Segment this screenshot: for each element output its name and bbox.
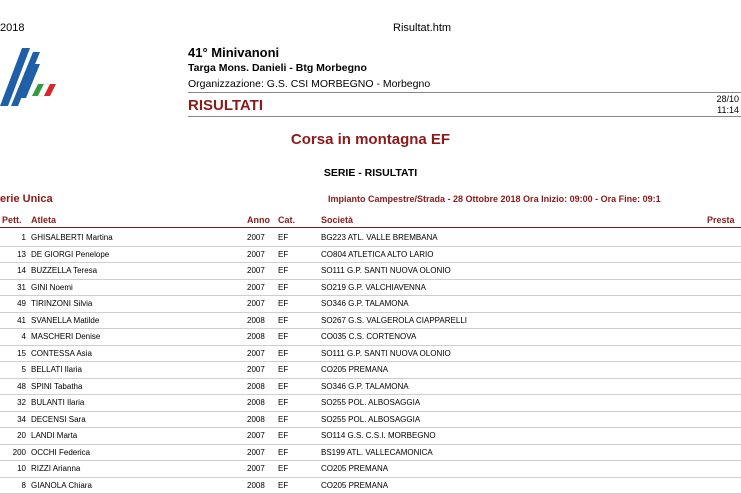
cell-atleta: BUZZELLA Teresa — [31, 266, 97, 275]
cell-anno: 2007 — [247, 464, 265, 473]
cell-pett: 13 — [0, 250, 26, 259]
cell-cat: EF — [278, 415, 288, 424]
col-header-anno: Anno — [247, 215, 270, 225]
cell-cat: EF — [278, 464, 288, 473]
table-row — [0, 246, 741, 264]
table-row — [0, 295, 741, 313]
cell-pett: 41 — [0, 316, 26, 325]
table-row — [0, 444, 741, 462]
table-row — [0, 262, 741, 280]
serie-name: erie Unica — [0, 193, 53, 205]
cell-atleta: MASCHERI Denise — [31, 332, 100, 341]
table-row — [0, 477, 741, 494]
cell-pett: 31 — [0, 283, 26, 292]
table-row — [0, 312, 741, 330]
cell-pett: 8 — [0, 481, 26, 490]
cell-atleta: CONTESSA Asia — [31, 349, 92, 358]
cell-atleta: BULANTI Ilaria — [31, 398, 84, 407]
organizer-logo — [0, 46, 62, 108]
cell-anno: 2007 — [247, 283, 265, 292]
table-row — [0, 378, 741, 396]
cell-pett: 48 — [0, 382, 26, 391]
cell-anno: 2008 — [247, 316, 265, 325]
cell-cat: EF — [278, 448, 288, 457]
cell-pett: 4 — [0, 332, 26, 341]
cell-anno: 2007 — [247, 299, 265, 308]
col-header-pett: Pett. — [2, 215, 22, 225]
table-row — [0, 361, 741, 379]
cell-anno: 2007 — [247, 365, 265, 374]
cell-atleta: GHISALBERTI Martina — [31, 233, 113, 242]
cell-societa: BS199 ATL. VALLECAMONICA — [321, 448, 433, 457]
section-title: RISULTATI — [188, 97, 263, 114]
organizer-label: Organizzazione: G.S. CSI MORBEGNO - Morbegno — [188, 78, 430, 90]
cell-anno: 2008 — [247, 481, 265, 490]
table-row — [0, 328, 741, 346]
print-date: 28/10 — [716, 94, 739, 105]
col-header-atleta: Atleta — [31, 215, 56, 225]
cell-atleta: GINI Noemi — [31, 283, 73, 292]
table-row — [0, 279, 741, 297]
print-page-title: Risultat.htm — [393, 22, 451, 34]
print-datetime — [716, 94, 739, 116]
cell-anno: 2007 — [247, 233, 265, 242]
cell-societa: SO111 G.P. SANTI NUOVA OLONIO — [321, 266, 451, 275]
header-divider-bottom — [188, 116, 741, 117]
cell-pett: 5 — [0, 365, 26, 374]
cell-societa: SO114 G.S. C.S.I. MORBEGNO — [321, 431, 436, 440]
event-subtitle: Targa Mons. Danieli - Btg Morbegno — [188, 62, 367, 74]
cell-anno: 2008 — [247, 398, 265, 407]
cell-cat: EF — [278, 299, 288, 308]
cell-societa: SO267 G.S. VALGEROLA CIAPPARELLI — [321, 316, 467, 325]
cell-atleta: RIZZI Arianna — [31, 464, 80, 473]
table-row — [0, 345, 741, 363]
cell-atleta: TIRINZONI Silvia — [31, 299, 92, 308]
cell-anno: 2007 — [247, 448, 265, 457]
cell-anno: 2007 — [247, 266, 265, 275]
cell-atleta: OCCHI Federica — [31, 448, 90, 457]
table-row — [0, 394, 741, 412]
cell-cat: EF — [278, 283, 288, 292]
venue-info: Impianto Campestre/Strada - 28 Ottobre 2018 Ora Inizio: 09:00 - Ora Fine: 09:1 — [328, 194, 661, 204]
cell-pett: 10 — [0, 464, 26, 473]
table-row — [0, 411, 741, 429]
cell-pett: 15 — [0, 349, 26, 358]
cell-atleta: SPINI Tabatha — [31, 382, 82, 391]
cell-pett: 49 — [0, 299, 26, 308]
cell-cat: EF — [278, 365, 288, 374]
cell-anno: 2007 — [247, 250, 265, 259]
cell-societa: CO205 PREMANA — [321, 365, 388, 374]
cell-anno: 2007 — [247, 349, 265, 358]
print-time: 11:14 — [716, 105, 739, 116]
cell-atleta: GIANOLA Chiara — [31, 481, 92, 490]
cell-societa: SO346 G.P. TALAMONA — [321, 382, 409, 391]
cell-societa: SO255 POL. ALBOSAGGIA — [321, 398, 420, 407]
cell-anno: 2008 — [247, 415, 265, 424]
cell-atleta: DE GIORGI Penelope — [31, 250, 109, 259]
cell-pett: 1 — [0, 233, 26, 242]
cell-societa: BG223 ATL. VALLE BREMBANA — [321, 233, 438, 242]
cell-societa: SO111 G.P. SANTI NUOVA OLONIO — [321, 349, 451, 358]
cell-cat: EF — [278, 349, 288, 358]
print-date-fragment: 2018 — [0, 22, 24, 34]
cell-atleta: LANDI Marta — [31, 431, 77, 440]
cell-cat: EF — [278, 250, 288, 259]
table-row — [0, 460, 741, 478]
cell-cat: EF — [278, 431, 288, 440]
cell-cat: EF — [278, 266, 288, 275]
cell-atleta: DECENSI Sara — [31, 415, 86, 424]
cell-cat: EF — [278, 233, 288, 242]
cell-cat: EF — [278, 481, 288, 490]
cell-atleta: BELLATI Ilaria — [31, 365, 82, 374]
cell-societa: SO346 G.P. TALAMONA — [321, 299, 409, 308]
cell-societa: CO035 C.S. CORTENOVA — [321, 332, 416, 341]
cell-pett: 32 — [0, 398, 26, 407]
table-header-divider — [0, 227, 741, 228]
cell-cat: EF — [278, 398, 288, 407]
cell-cat: EF — [278, 382, 288, 391]
col-header-cat: Cat. — [278, 215, 295, 225]
cell-anno: 2008 — [247, 382, 265, 391]
cell-societa: CO205 PREMANA — [321, 464, 388, 473]
cell-pett: 200 — [0, 448, 26, 457]
cell-societa: CO804 ATLETICA ALTO LARIO — [321, 250, 434, 259]
cell-anno: 2007 — [247, 431, 265, 440]
table-row — [0, 229, 741, 247]
cell-cat: EF — [278, 316, 288, 325]
col-header-prestazione: Presta — [707, 215, 735, 225]
serie-header: SERIE - RISULTATI — [0, 167, 741, 179]
header-divider-top — [188, 92, 741, 93]
race-title: Corsa in montagna EF — [0, 131, 741, 148]
cell-pett: 20 — [0, 431, 26, 440]
col-header-societa: Società — [321, 215, 353, 225]
event-name: 41° Minivanoni — [188, 45, 279, 60]
cell-societa: SO219 G.P. VALCHIAVENNA — [321, 283, 426, 292]
cell-atleta: SVANELLA Matilde — [31, 316, 99, 325]
cell-societa: CO205 PREMANA — [321, 481, 388, 490]
cell-pett: 34 — [0, 415, 26, 424]
cell-cat: EF — [278, 332, 288, 341]
cell-pett: 14 — [0, 266, 26, 275]
cell-anno: 2008 — [247, 332, 265, 341]
table-row — [0, 427, 741, 445]
cell-societa: SO255 POL. ALBOSAGGIA — [321, 415, 420, 424]
